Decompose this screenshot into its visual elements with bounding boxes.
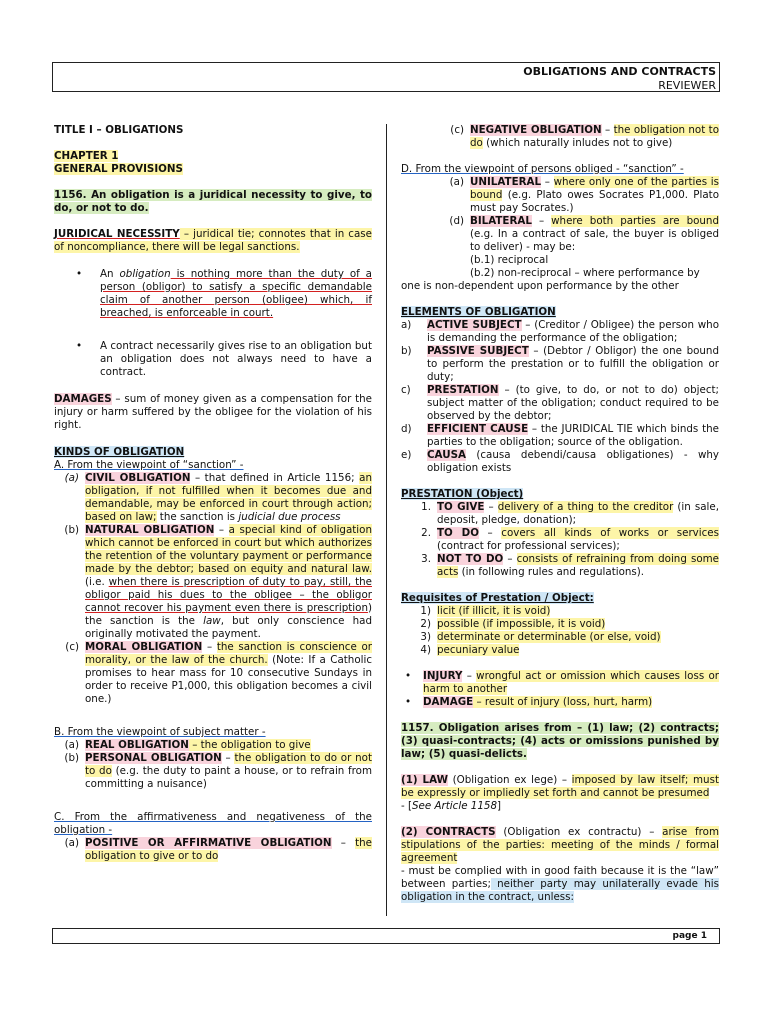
element-efficient-cause: d) EFFICIENT CAUSE – the JURIDICAL TIE which binds the parties to the obligation; source of the obligation. (401, 423, 719, 448)
requisite-pecuniary: 4) pecuniary value (420, 644, 520, 656)
right-column (401, 124, 719, 904)
left-column (54, 124, 372, 863)
persons-obliged-subheading: D. From the viewpoint of persons obliged - “sanction” - (401, 163, 684, 175)
prestation-heading: PRESTATION (Object) (401, 488, 524, 500)
kinds-heading: KINDS OF OBLIGATION (54, 446, 185, 458)
article-1157: 1157. Obligation arises from – (1) law; (2) contracts; (3) quasi-contracts; (4) acts or omissions punished by law; (5) quasi-delicts. (401, 722, 719, 760)
title-heading: TITLE I – OBLIGATIONS (54, 124, 184, 136)
prestation-not-to-do: 3. NOT TO DO – consists of refraining from doing some acts (in following rules and regulations). (421, 553, 719, 578)
bilateral-continuation: one is non-dependent upon performance by the other (401, 280, 679, 292)
requisite-determinate: 3) determinate or determinable (or else, void) (420, 631, 661, 643)
requisite-possible: 2) possible (if impossible, it is void) (420, 618, 606, 630)
element-prestation: c) PRESTATION – (to give, to do, or not to do) object; subject matter of the obligation; conduct required to be observed by the debtor; (401, 384, 719, 422)
unilateral-item: (a) UNILATERAL – where only one of the parties is bound (e.g. Plato owes Socrates P1,000. Plato must pay Socrates.) (449, 176, 719, 214)
bullet-obligation: • An obligation is nothing more than the duty of a person (obligor) to satisfy a specific demandable claim of another person (obligee) which, if breached, is enforceable in court. (54, 268, 372, 320)
page-number: page 1 (672, 931, 707, 941)
affirmativeness-subheading: C. From the affirmativeness and negativeness of the obligation - (54, 811, 372, 836)
chapter-heading: CHAPTER 1 (54, 150, 119, 162)
header-title: OBLIGATIONS AND CONTRACTS (523, 65, 716, 78)
prestation-to-give: 1. TO GIVE – delivery of a thing to the creditor (in sale, deposit, pledge, donation); (421, 501, 719, 526)
chapter-name: GENERAL PROVISIONS (54, 163, 183, 175)
elements-heading: ELEMENTS OF OBLIGATION (401, 306, 556, 318)
article-1156: 1156. An obligation is a juridical necessity to give, to do, or not to do. (54, 189, 372, 214)
element-passive-subject: b) PASSIVE SUBJECT – (Debtor / Obligor) the one bound to perform the prestation or to fulfill the obligation or duty; (401, 345, 719, 383)
header-subtitle: REVIEWER (658, 79, 716, 92)
real-obligation-item: (a) REAL OBLIGATION – the obligation to give (64, 739, 311, 751)
source-contracts: (2) CONTRACTS (Obligation ex contractu) – arise from stipulations of the parties: meeting of the minds / formal agreement - must be complied with in good faith because it is the “law” between parties; neither party may unilaterally evade his obligation in the contract, unless: (401, 826, 720, 903)
requisites-heading: Requisites of Prestation / Object: (401, 592, 594, 604)
column-divider (386, 124, 387, 916)
sanction-subheading: A. From the viewpoint of “sanction” - (54, 459, 244, 471)
page-header (52, 62, 720, 92)
juridical-necessity-definition: JURIDICAL NECESSITY – juridical tie; connotes that in case of noncompliance, there will be legal sanctions. (54, 228, 372, 253)
damages-definition: DAMAGES – sum of money given as a compensation for the injury or harm suffered by the obligee for the violation of his right. (54, 393, 372, 431)
civil-obligation-item: (a) CIVIL OBLIGATION – that defined in Article 1156; an obligation, if not fulfilled when it becomes due and demandable, may be enforced in court through action; based on law; the sanction is judicial due process (64, 472, 372, 523)
source-law: (1) LAW (Obligation ex lege) – imposed by law itself; must be expressly or impliedly set forth and cannot be presumed - [See Article 1158] (401, 774, 719, 812)
page-footer (52, 928, 720, 944)
bullet-contract: • A contract necessarily gives rise to an obligation but an obligation does not always need to have a contract. (54, 340, 372, 379)
natural-obligation-item: (b) NATURAL OBLIGATION – a special kind of obligation which cannot be enforced in court but which authorizes the retention of the voluntary payment or performance made by the debtor; based on equity and natural law. (i.e. when there is prescription of duty to pay, still, the obligor paid his dues to the obligee – the obligor cannot recover his payment even there is prescription) the sanction is the law, but only conscience had originally motivated the payment. (64, 524, 372, 640)
element-causa: e) CAUSA (causa debendi/causa obligationes) - why obligation exists (401, 449, 719, 474)
prestation-to-do: 2. TO DO – covers all kinds of works or services (contract for professional services); (421, 527, 719, 552)
subject-matter-subheading: B. From the viewpoint of subject matter - (54, 726, 266, 738)
element-active-subject: a) ACTIVE SUBJECT – (Creditor / Obligee) the person who is demanding the performance of the obligation; (401, 319, 719, 344)
injury-bullet: • INJURY – wrongful act or omission which causes loss or harm to another (401, 670, 719, 696)
positive-obligation-item: (a) POSITIVE OR AFFIRMATIVE OBLIGATION – the obligation to give or to do (64, 837, 372, 862)
personal-obligation-item: (b) PERSONAL OBLIGATION – the obligation to do or not to do (e.g. the duty to paint a house, or to refrain from committing a nuisance) (64, 752, 372, 790)
bilateral-item: (d) BILATERAL – where both parties are bound (e.g. In a contract of sale, the buyer is obliged to deliver) - may be: (b.1) reciprocal (b.2) non-reciprocal – where performance by (449, 215, 719, 279)
moral-obligation-item: (c) MORAL OBLIGATION – the sanction is conscience or morality, or the law of the church. (Note: If a Catholic promises to hear mass for 10 consecutive Sundays in order to receive P1,000, this obligation becomes a civil one.) (65, 641, 373, 705)
damage-bullet: • DAMAGE – result of injury (loss, hurt, harm) (401, 696, 719, 709)
requisite-licit: 1) licit (if illicit, it is void) (420, 605, 551, 617)
negative-obligation-item: (c) NEGATIVE OBLIGATION – the obligation not to do (which naturally inludes not to give) (450, 124, 719, 149)
